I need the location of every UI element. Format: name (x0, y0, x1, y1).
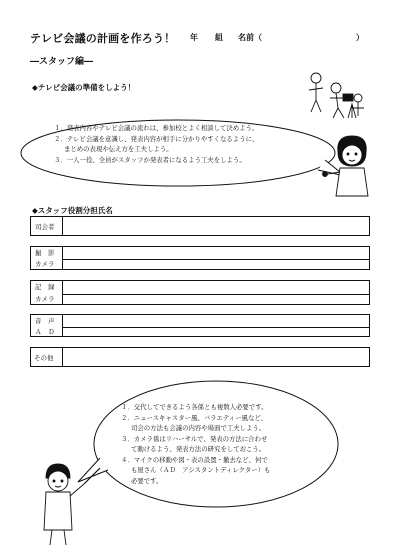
role-name-field-other[interactable] (63, 348, 369, 366)
staff-note-3-cont: て動けるよう、発表方法の研究をしておこう。 (131, 445, 266, 453)
role-name-field-camera-2[interactable] (63, 259, 369, 269)
role-label-text: Ａ Ｄ (35, 328, 55, 336)
class-label: 組 (215, 33, 223, 42)
staff-note-3: ３．カメラ係はリハーサルで、発表の方法に合わせ (121, 434, 268, 443)
staff-note-4: ４．マイクの移動や図・表の設置・撤去など、何で (121, 455, 268, 464)
role-row-audio (30, 314, 370, 337)
name-label: 名前（ (238, 33, 262, 42)
role-name-field-moderator[interactable] (63, 217, 369, 235)
role-label-text: 撮 影 (35, 249, 55, 257)
staff-note-2-cont: 司会の方法も会議の内容や場面で工夫しよう。 (131, 424, 266, 432)
role-row-moderator (30, 216, 370, 236)
role-name-field-record-2[interactable] (63, 294, 369, 304)
camera-crew-illustration (309, 73, 364, 118)
role-row-record (30, 280, 370, 305)
role-label-text: カメラ (35, 260, 55, 268)
staff-note-4-cont: も屋さん（ＡＤ アシスタントディレクター）も (131, 466, 271, 474)
role-label-moderator (31, 217, 63, 235)
preparation-tip-2: ２．テレビ会議を意識し、発表内容が相手に分かりやすくなるように、 (54, 134, 259, 143)
name-close-paren: ） (356, 33, 364, 42)
role-row-camera (30, 246, 370, 270)
role-label-text: 音 声 (35, 317, 55, 325)
preparation-tip-2-cont: まとめの表現や伝え方を工夫しよう。 (64, 145, 173, 153)
preparation-tips (54, 123, 324, 165)
section-heading-staff-roles: ◆スタッフ役割分担氏名 (32, 206, 113, 215)
staff-note-2: ２．ニュースキャスター風、バラエティー風など、 (121, 413, 268, 422)
page-title: テレビ会議の計画を作ろう！ (30, 32, 176, 45)
role-name-field-record-1[interactable] (63, 281, 369, 295)
role-label-camera (31, 247, 63, 269)
role-name-field-audio-2[interactable] (63, 327, 369, 336)
role-label-text: 記 録 (35, 283, 55, 291)
staff-notes (121, 402, 311, 486)
preparation-tip-3: ３．一人一役、全員がスタッフか発表者になるよう工夫をしよう。 (54, 155, 246, 164)
role-label-text: カメラ (35, 295, 55, 303)
staff-note-4-cont-2: 必要です。 (131, 476, 163, 485)
year-label: 年 (190, 33, 198, 42)
section-heading-preparation: ◆テレビ会議の準備をしよう！ (32, 83, 136, 92)
boy-with-pointer-illustration (44, 464, 100, 545)
role-label-text: その他 (34, 354, 54, 362)
staff-note-1: １．交代してできるよう各係とも複数人必要です。 (121, 403, 268, 411)
role-label-record (31, 281, 63, 304)
role-row-other (30, 347, 370, 367)
role-label-text: 司会者 (35, 223, 55, 231)
page-subtitle: ―スタッフ編― (30, 57, 94, 67)
role-label-other (31, 348, 63, 366)
preparation-tip-1: １．発表内容やテレビ会議の流れは、参加校とよく相談して決めよう。 (54, 124, 259, 132)
role-label-audio (31, 315, 63, 336)
